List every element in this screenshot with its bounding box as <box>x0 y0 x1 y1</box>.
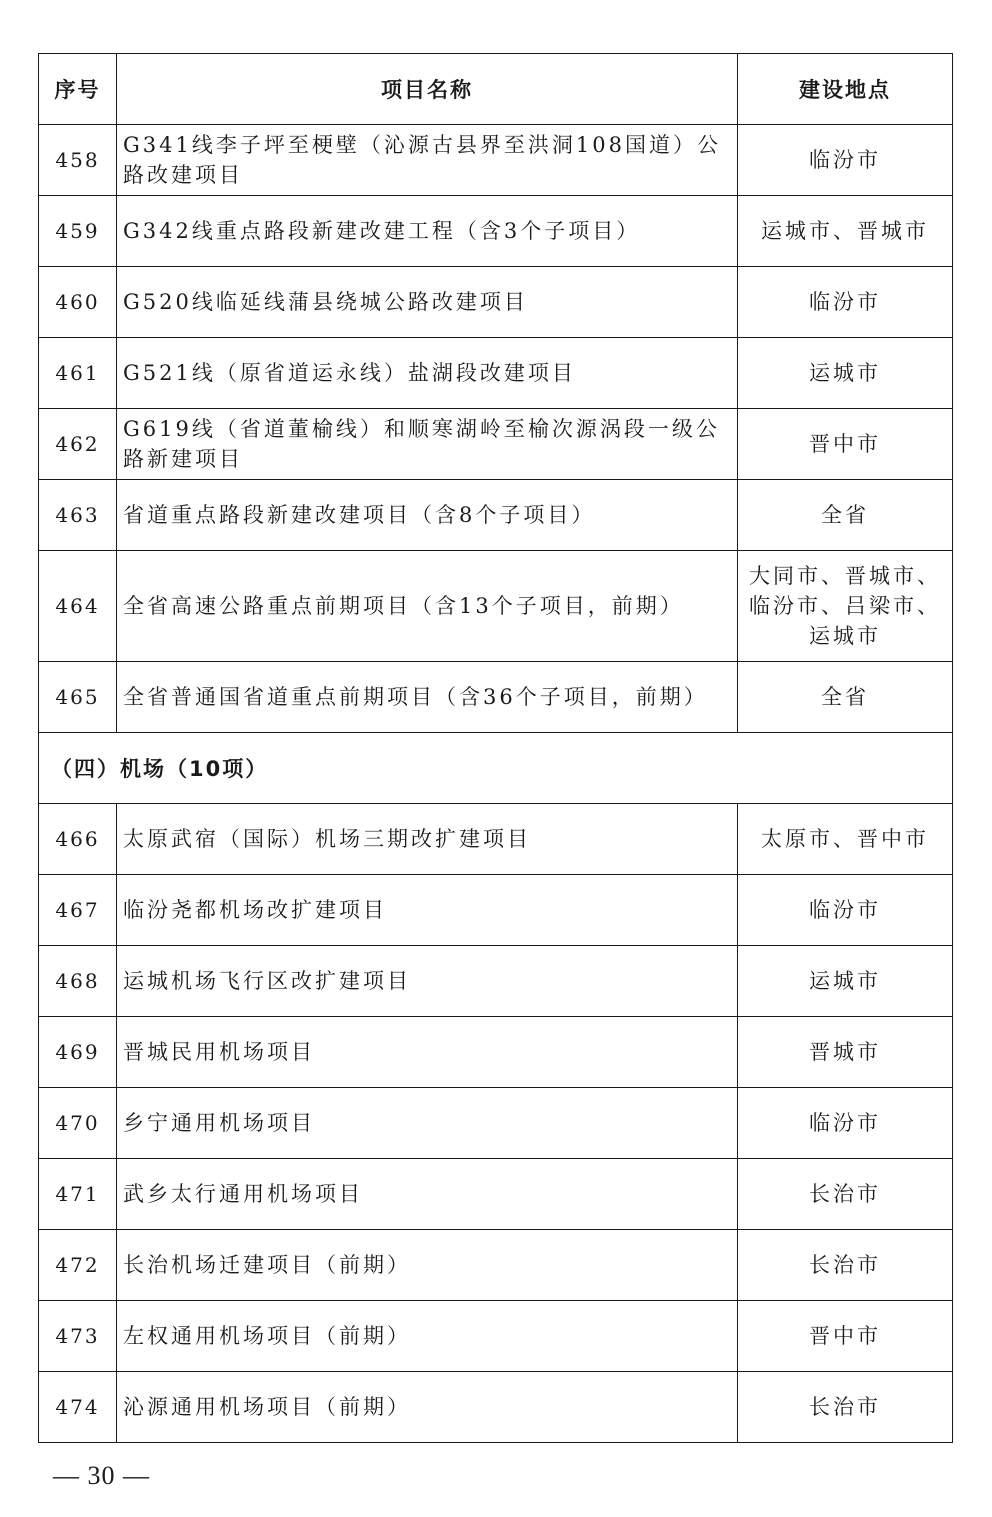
row-name: 长治机场迁建项目（前期） <box>117 1230 738 1301</box>
row-no: 462 <box>39 409 117 480</box>
row-no: 460 <box>39 267 117 338</box>
row-location: 晋中市 <box>738 409 953 480</box>
row-no: 472 <box>39 1230 117 1301</box>
row-location: 运城市 <box>738 338 953 409</box>
row-no: 471 <box>39 1159 117 1230</box>
table-row <box>39 1301 953 1372</box>
row-no: 474 <box>39 1372 117 1443</box>
row-name: 全省普通国省道重点前期项目（含36个子项目，前期） <box>117 662 738 733</box>
table-row <box>39 1159 953 1230</box>
table-header <box>39 54 953 125</box>
table-row <box>39 551 953 662</box>
section-row <box>39 733 953 804</box>
row-name: 左权通用机场项目（前期） <box>117 1301 738 1372</box>
table-row <box>39 946 953 1017</box>
row-location: 长治市 <box>738 1230 953 1301</box>
row-no: 468 <box>39 946 117 1017</box>
row-name: 临汾尧都机场改扩建项目 <box>117 875 738 946</box>
row-no: 470 <box>39 1088 117 1159</box>
row-no: 473 <box>39 1301 117 1372</box>
table-row <box>39 1088 953 1159</box>
row-name: G342线重点路段新建改建工程（含3个子项目） <box>117 196 738 267</box>
table-row <box>39 1372 953 1443</box>
row-no: 467 <box>39 875 117 946</box>
row-no: 464 <box>39 551 117 662</box>
row-location: 长治市 <box>738 1372 953 1443</box>
row-name: 武乡太行通用机场项目 <box>117 1159 738 1230</box>
header-no: 序号 <box>39 54 117 125</box>
table-row <box>39 267 953 338</box>
row-name: G521线（原省道运永线）盐湖段改建项目 <box>117 338 738 409</box>
row-location: 运城市、晋城市 <box>738 196 953 267</box>
section-title: （四）机场（10项） <box>39 733 953 804</box>
row-no: 463 <box>39 480 117 551</box>
row-no: 466 <box>39 804 117 875</box>
table-row <box>39 338 953 409</box>
row-location: 临汾市 <box>738 875 953 946</box>
row-name: 全省高速公路重点前期项目（含13个子项目，前期） <box>117 551 738 662</box>
row-location: 大同市、晋城市、临汾市、吕梁市、运城市 <box>738 551 953 662</box>
table-row <box>39 196 953 267</box>
row-location: 临汾市 <box>738 125 953 196</box>
page-number: — 30 — <box>53 1461 150 1490</box>
row-location: 晋城市 <box>738 1017 953 1088</box>
row-name: G341线李子坪至梗壁（沁源古县界至洪洞108国道）公路改建项目 <box>117 125 738 196</box>
table-row <box>39 804 953 875</box>
row-no: 469 <box>39 1017 117 1088</box>
table-row <box>39 662 953 733</box>
row-no: 459 <box>39 196 117 267</box>
project-table <box>38 53 953 1443</box>
header-name: 项目名称 <box>117 54 738 125</box>
row-name: 太原武宿（国际）机场三期改扩建项目 <box>117 804 738 875</box>
row-location: 太原市、晋中市 <box>738 804 953 875</box>
row-location: 临汾市 <box>738 267 953 338</box>
row-name: 沁源通用机场项目（前期） <box>117 1372 738 1443</box>
row-location: 晋中市 <box>738 1301 953 1372</box>
table-row <box>39 875 953 946</box>
row-name: 晋城民用机场项目 <box>117 1017 738 1088</box>
table-row <box>39 480 953 551</box>
row-location: 全省 <box>738 480 953 551</box>
row-name: G619线（省道董榆线）和顺寒湖岭至榆次源涡段一级公路新建项目 <box>117 409 738 480</box>
row-location: 运城市 <box>738 946 953 1017</box>
row-name: 乡宁通用机场项目 <box>117 1088 738 1159</box>
table-row <box>39 125 953 196</box>
row-no: 461 <box>39 338 117 409</box>
table-row <box>39 1017 953 1088</box>
row-name: G520线临延线蒲县绕城公路改建项目 <box>117 267 738 338</box>
row-location: 长治市 <box>738 1159 953 1230</box>
row-location: 临汾市 <box>738 1088 953 1159</box>
header-location: 建设地点 <box>738 54 953 125</box>
table-row <box>39 409 953 480</box>
row-name: 运城机场飞行区改扩建项目 <box>117 946 738 1017</box>
row-no: 458 <box>39 125 117 196</box>
row-name: 省道重点路段新建改建项目（含8个子项目） <box>117 480 738 551</box>
table-row <box>39 1230 953 1301</box>
row-no: 465 <box>39 662 117 733</box>
row-location: 全省 <box>738 662 953 733</box>
